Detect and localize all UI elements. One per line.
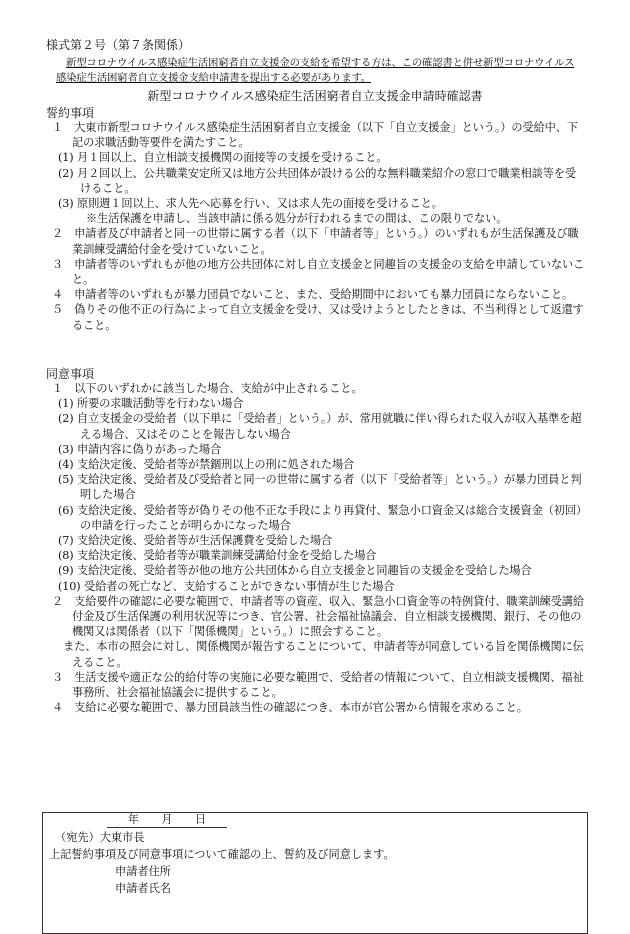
consent-item: (3) 申請内容に偽りがあった場合 — [58, 442, 222, 456]
addressee: （宛先）大東市長 — [55, 831, 145, 844]
oath-item: ※生活保護を申請し、当該申請に係る処分が行われるまでの間は、この限りでない。 — [86, 212, 508, 226]
consent-heading: 同意事項 — [46, 367, 95, 381]
submission-notice: 新型コロナウイルス感染症生活困窮者自立支援金の支給を希望する方は、この確認書と併せ新型コロナウイルス感染症生活困窮者自立支援金支給申請書を提出する必要があります。 — [56, 57, 575, 84]
consent-item: (8) 支給決定後、受給者等が職業訓練受講給付金を受給した場合 — [58, 549, 377, 563]
oath-heading: 誓約事項 — [46, 106, 95, 120]
consent-item: (1) 所要の求職活動等を行わない場合 — [58, 397, 244, 411]
oath-item: ５ 偽りその他不正の行為によって自立支援金を受け、又は受けようとしたときは、不当利得として返還すること。 — [52, 303, 584, 332]
oath-item: (3) 原則週１回以上、求人先へ応募を行い、又は求人先の面接を受けること。 — [58, 197, 443, 211]
signature-box — [42, 812, 588, 934]
document-title: 新型コロナウイルス感染症生活困窮者自立支援金申請時確認書 — [147, 89, 483, 103]
consent-item: ４ 支給に必要な範囲で、暴力団員該当性の確認につき、本市が官公署から情報を求めること。 — [52, 701, 528, 715]
oath-item: ３ 申請者等のいずれもが他の地方公共団体に対し自立支援金と同趣旨の支援金の支給を申請していないこと。 — [52, 257, 585, 287]
consent-item: (6) 支給決定後、受給者等が偽りその他不正な手段により再貸付、緊急小口資金又は総合支援資金（初回）の申請を行ったことが明らかになった場合 — [58, 503, 582, 532]
consent-item: (5) 支給決定後、受給者及び受給者と同一の世帯に属する者（以下「受給者等」という。）が暴力団員と判明した場合 — [58, 473, 582, 502]
oath-item: ２ 申請者及び申請者と同一の世帯に属する者（以下「申請者等」という。）のいずれもが生活保護及び職業訓練受講給付金を受けていないこと。 — [52, 227, 579, 256]
consent-item: ２ 支給要件の確認に必要な範囲で、申請者等の資産、収入、緊急小口資金等の特例貸付、職業訓練受講給付金及び生活保護の利用状況等につき、官公署、社会福祉協議会、自立相談支援機関、銀行、その他の機関又は関係者（以下「関係機関」という。）に照会すること。 — [52, 594, 584, 639]
consent-statement: 上記誓約事項及び同意事項について確認の上、誓約及び同意します。 — [49, 848, 395, 861]
consent-item: また、本市の照会に対し、関係機関が報告することについて、申請者等が同意している旨を関係機関に伝えること。 — [52, 640, 584, 669]
date-field[interactable]: 年 月 日 — [107, 811, 227, 828]
oath-item: １ 大東市新型コロナウイルス感染症生活困窮者自立支援金（以下「自立支援金」という。）の受給中、下記の求職活動等要件を満たすこと。 — [52, 121, 578, 150]
applicant-name-label: 申請者氏名 — [115, 882, 171, 895]
form-number: 様式第２号（第７条関係） — [46, 38, 191, 52]
applicant-address-label: 申請者住所 — [115, 865, 171, 878]
oath-item: (1) 月１回以上、自立相談支援機関の面接等の支援を受けること。 — [58, 151, 388, 165]
oath-item: ４ 申請者等のいずれもが暴力団員でないこと、また、受給期間中においても暴力団員にならないこと。 — [52, 288, 574, 302]
oath-list — [46, 120, 586, 333]
oath-item: (2) 月２回以上、公共職業安定所又は地方公共団体が設ける公的な無料職業紹介の窓口で職業相談等を受けること。 — [58, 166, 576, 195]
consent-item: (10) 受給者の死亡など、支給することができない事情が生じた場合 — [58, 579, 395, 593]
consent-item: １ 以下のいずれかに該当した場合、支給が中止されること。 — [52, 382, 363, 395]
consent-list — [46, 381, 586, 715]
consent-item: (4) 支給決定後、受給者等が禁錮刑以上の刑に処された場合 — [58, 458, 355, 472]
consent-item: ３ 生活支援や適正な公的給付等の実施に必要な範囲で、受給者の情報について、自立相談支援機関、福祉事務所、社会福祉協議会に提供すること。 — [52, 670, 584, 700]
consent-item: (7) 支給決定後、受給者等が生活保護費を受給した場合 — [58, 534, 333, 548]
consent-item: (9) 支給決定後、受給者等が他の地方公共団体から自立支援金と同趣旨の支援金を受給した場合 — [58, 564, 532, 578]
consent-item: (2) 自立支援金の受給者（以下単に「受給者」という。）が、常用就職に伴い得られた収入が収入基準を超える場合、又はそのことを報告しない場合 — [58, 412, 582, 441]
